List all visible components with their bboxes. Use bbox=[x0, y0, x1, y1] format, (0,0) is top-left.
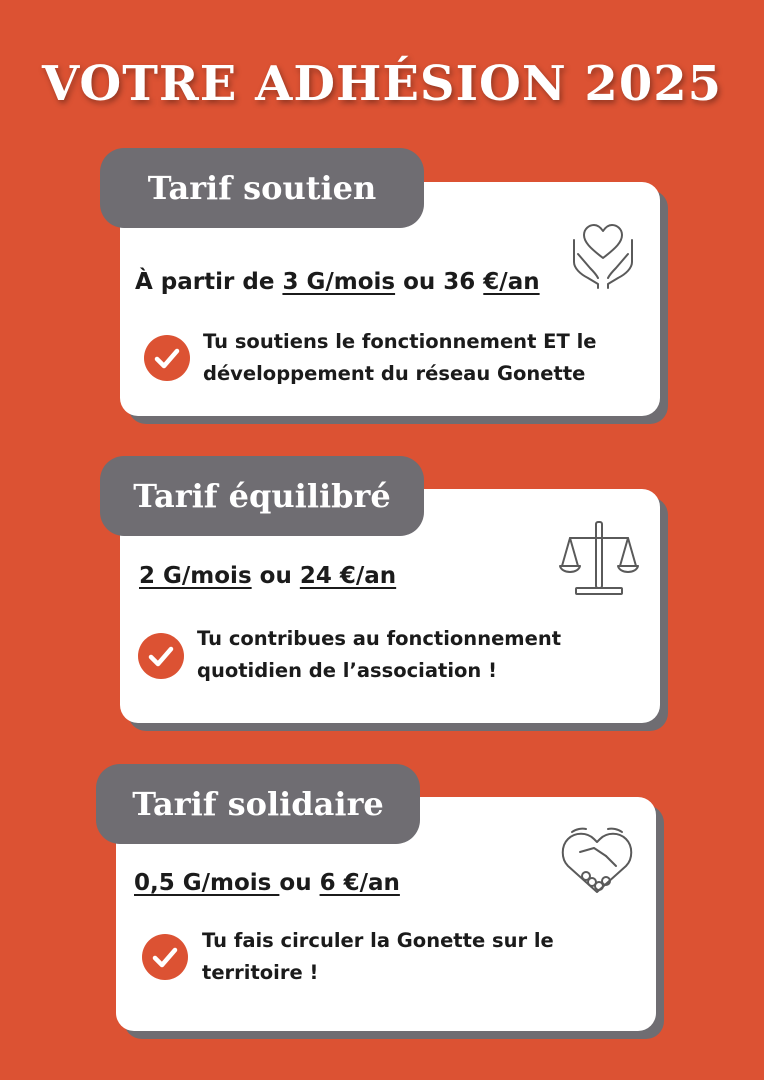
hands-heart-icon bbox=[568, 218, 638, 290]
price-year: 6 €/an bbox=[319, 870, 400, 896]
tarif-solidaire-price: 0,5 G/mois ou 6 €/an bbox=[134, 870, 400, 896]
tarif-equilibre-tab bbox=[100, 456, 424, 536]
price-year: 24 €/an bbox=[299, 563, 397, 589]
tab-label: Tarif soutien bbox=[147, 169, 377, 207]
price-month: 2 G/mois bbox=[139, 563, 252, 589]
check-icon bbox=[144, 335, 190, 381]
check-icon bbox=[142, 934, 188, 980]
tarif-soutien-tab bbox=[100, 148, 424, 228]
tarif-soutien-description: Tu soutiens le fonctionnement ET le développement du réseau Gonette bbox=[203, 330, 597, 385]
price-year: €/an bbox=[483, 269, 540, 295]
tab-label: Tarif équilibré bbox=[133, 477, 391, 515]
page-title: VOTRE ADHÉSION 2025 bbox=[41, 56, 723, 112]
handshake-heart-icon bbox=[558, 826, 636, 898]
price-month: 0,5 G/mois bbox=[134, 870, 280, 896]
check-icon bbox=[138, 633, 184, 679]
tarif-solidaire-tab bbox=[96, 764, 420, 844]
tarif-equilibre-price: 2 G/mois ou 24 €/an bbox=[139, 563, 397, 589]
balance-scale-icon bbox=[558, 518, 640, 598]
tab-label: Tarif solidaire bbox=[132, 785, 384, 823]
tarif-solidaire-description: Tu fais circuler la Gonette sur le territoire ! bbox=[202, 929, 554, 984]
price-month: 3 G/mois bbox=[282, 269, 396, 295]
tarif-equilibre-description: Tu contribues au fonctionnement quotidien de l’association ! bbox=[197, 627, 562, 682]
tarif-soutien-price: À partir de 3 G/mois ou 36 €/an bbox=[135, 269, 540, 295]
